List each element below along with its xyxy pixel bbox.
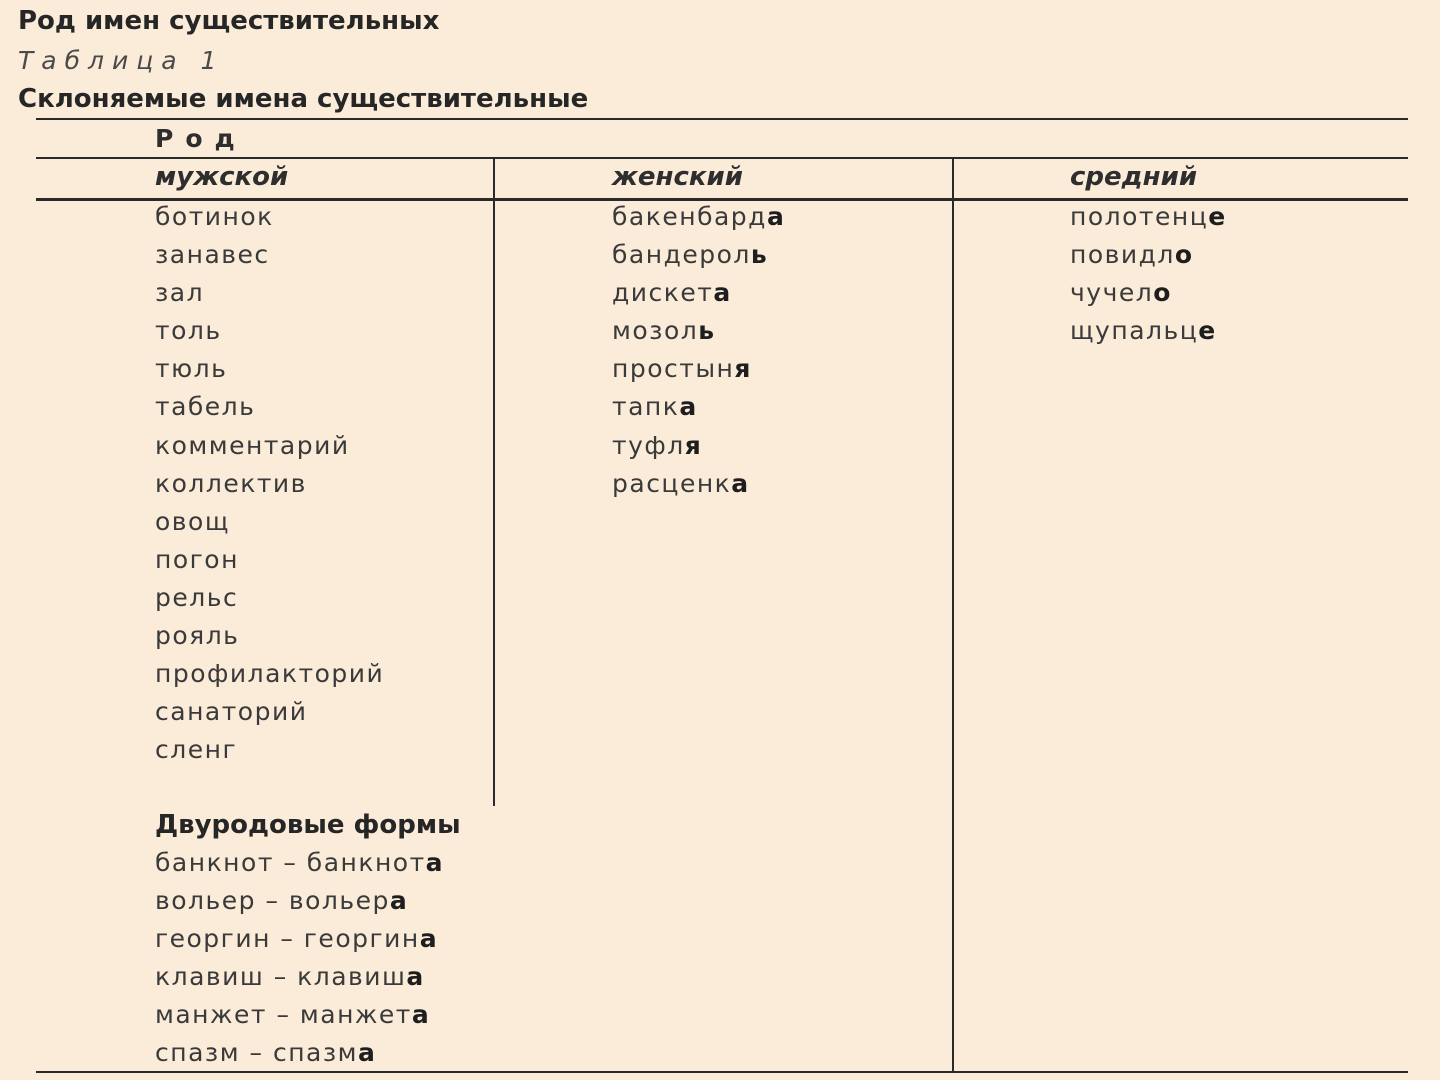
feminine-word [612, 354, 785, 392]
column-divider-feminine-neuter [952, 158, 954, 1072]
column-header-rule [36, 198, 1408, 201]
word-stem: клавиш – клавиш [155, 962, 407, 992]
masculine-word-list [155, 202, 384, 773]
word-stem: тапк [612, 392, 680, 422]
word-ending: а [713, 278, 732, 308]
neuter-word [1070, 316, 1227, 354]
word-ending: а [389, 886, 409, 916]
word-stem: щупальц [1070, 316, 1199, 346]
masculine-word [155, 431, 384, 469]
word-ending: а [419, 924, 439, 954]
dual-gender-word [155, 1000, 444, 1038]
dual-gender-word [155, 848, 444, 886]
word-stem: рояль [155, 621, 240, 651]
word-ending: а [679, 392, 698, 422]
word-ending: а [411, 1000, 431, 1030]
word-ending: а [406, 962, 425, 992]
word-ending: е [1208, 202, 1227, 231]
dual-gender-word-list [155, 848, 444, 1077]
word-stem: георгин – георгин [155, 924, 420, 954]
word-ending: е [1198, 316, 1217, 346]
feminine-word [612, 469, 785, 507]
word-ending: а [766, 202, 786, 231]
word-ending: а [731, 468, 750, 498]
word-stem: спазм – спазм [155, 1038, 359, 1068]
masculine-word [155, 240, 384, 278]
neuter-word [1070, 202, 1227, 240]
word-stem: туфл [612, 430, 685, 460]
neuter-word-list [1070, 202, 1227, 354]
word-stem: чучел [1070, 278, 1154, 308]
page-title: Род имен существительных [18, 6, 440, 36]
masculine-word [155, 697, 384, 735]
section-subtitle: Склоняемые имена существительные [18, 84, 589, 114]
word-stem: бакенбард [612, 202, 767, 231]
word-stem: простын [612, 354, 735, 384]
table-top-rule [36, 118, 1408, 120]
word-ending: я [734, 354, 752, 384]
word-ending: о [1153, 278, 1172, 308]
masculine-word [155, 545, 384, 583]
word-stem: повидл [1070, 240, 1175, 270]
word-stem: бандерол [612, 240, 751, 270]
word-stem: полотенц [1070, 202, 1209, 231]
word-stem: погон [155, 544, 239, 574]
dual-gender-word [155, 962, 444, 1000]
masculine-word [155, 316, 384, 354]
masculine-word [155, 735, 384, 773]
word-stem: занавес [155, 240, 270, 270]
word-stem: толь [155, 316, 222, 346]
word-stem: комментарий [155, 430, 350, 460]
column-divider-masculine-feminine [493, 158, 495, 806]
gender-group-header: Род [155, 124, 247, 153]
word-stem: табель [155, 392, 256, 422]
word-stem: коллектив [155, 468, 307, 498]
masculine-word [155, 507, 384, 545]
word-stem: рельс [155, 582, 239, 612]
feminine-word-list [612, 202, 785, 507]
dual-gender-word [155, 924, 444, 962]
header-divider-rule [36, 157, 1408, 159]
word-stem: манжет – манжет [155, 1000, 412, 1030]
word-stem: вольер – вольер [155, 886, 390, 916]
neuter-word [1070, 240, 1227, 278]
masculine-word [155, 659, 384, 697]
feminine-word [612, 392, 785, 430]
column-header-masculine: мужской [155, 162, 289, 192]
neuter-word [1070, 278, 1227, 316]
word-ending: ь [750, 240, 769, 270]
word-stem: расценк [612, 468, 732, 498]
table-bottom-rule [36, 1071, 1408, 1073]
feminine-word [612, 431, 785, 469]
word-stem: ботинок [155, 202, 274, 231]
feminine-word [612, 240, 785, 278]
word-stem: сленг [155, 735, 238, 765]
word-stem: овощ [155, 506, 230, 536]
table-label: Таблица 1 [18, 46, 225, 75]
column-header-neuter: средний [1070, 162, 1198, 192]
masculine-word [155, 278, 384, 316]
feminine-word [612, 202, 785, 240]
feminine-word [612, 316, 785, 354]
word-ending: а [425, 848, 445, 877]
dual-gender-word [155, 886, 444, 924]
masculine-word [155, 621, 384, 659]
masculine-word [155, 469, 384, 507]
word-stem: мозол [612, 316, 699, 346]
word-stem: дискет [612, 278, 714, 308]
masculine-word [155, 583, 384, 621]
word-stem: банкнот – банкнот [155, 848, 426, 877]
word-ending: о [1174, 240, 1194, 270]
word-stem: санаторий [155, 697, 308, 727]
dual-gender-header: Двуродовые формы [155, 810, 461, 840]
word-ending: ь [698, 316, 716, 346]
column-header-feminine: женский [612, 162, 743, 192]
word-ending: а [358, 1038, 377, 1068]
word-stem: профилакторий [155, 659, 385, 689]
word-stem: тюль [155, 354, 228, 384]
word-ending: я [684, 430, 703, 460]
feminine-word [612, 278, 785, 316]
masculine-word [155, 392, 384, 430]
masculine-word [155, 202, 384, 240]
word-stem: зал [155, 278, 205, 308]
masculine-word [155, 354, 384, 392]
